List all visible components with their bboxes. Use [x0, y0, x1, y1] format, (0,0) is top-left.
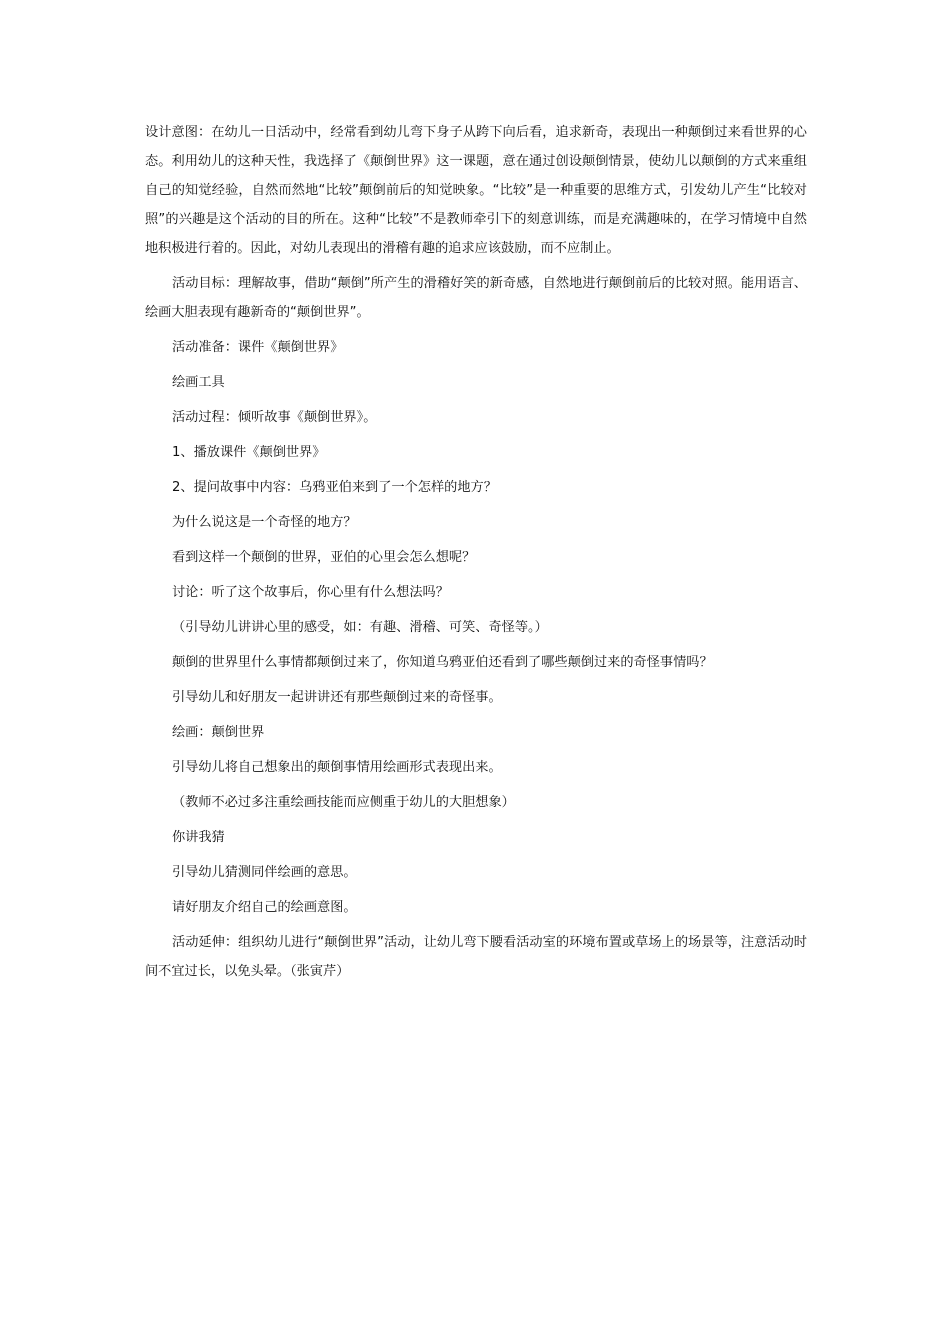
- paragraph-preparation: 活动准备：课件《颠倒世界》: [172, 340, 344, 355]
- paragraph-extension: 活动延伸：组织幼儿进行“颠倒世界”活动，让幼儿弯下腰看活动室的环境布置或草场上的场景等，注意活动时间不宜过长，以免头晕。（张寅芹）: [145, 935, 807, 979]
- paragraph-design-intent: 设计意图：在幼儿一日活动中，经常看到幼儿弯下身子从跨下向后看，追求新奇，表现出一种颠倒过来看世界的心态。利用幼儿的这种天性，我选择了《颠倒世界》这一课题，意在通过创设颠倒情景，使幼儿以颠倒的方式来重组自己的知觉经验，自然而然地“比较”颠倒前后的知觉映象。“比较”是一种重要的思维方式，引发幼儿产生“比较对照”的兴趣是这个活动的目的所在。这种“比较”不是教师牵引下的刻意训练，而是充满趣味的，在学习情境中自然地积极进行着的。因此，对幼儿表现出的滑稽有趣的追求应该鼓励，而不应制止。: [145, 125, 807, 256]
- paragraph-question-upside-down: 颠倒的世界里什么事情都颠倒过来了，你知道乌鸦亚伯还看到了哪些颠倒过来的奇怪事情吗？: [172, 655, 713, 670]
- paragraph-guide-feelings: （引导幼儿讲讲心里的感受，如：有趣、滑稽、可笑、奇怪等。）: [172, 620, 548, 635]
- paragraph-step-1: 1、播放课件《颠倒世界》: [172, 445, 326, 460]
- paragraph-discussion: 讨论：听了这个故事后，你心里有什么想法吗？: [172, 585, 449, 600]
- paragraph-step-2: 2、提问故事中内容：乌鸦亚伯来到了一个怎样的地方？: [172, 480, 497, 495]
- paragraph-activity-goal: 活动目标：理解故事，借助“颠倒”所产生的滑稽好笑的新奇感，自然地进行颠倒前后的比较对照。能用语言、绘画大胆表现有趣新奇的“颠倒世界”。: [145, 276, 807, 320]
- paragraph-guess-title: 你讲我猜: [172, 830, 225, 845]
- paragraph-guide-friends: 引导幼儿和好朋友一起讲讲还有那些颠倒过来的奇怪事。: [172, 690, 502, 705]
- paragraph-question-think: 看到这样一个颠倒的世界，亚伯的心里会怎么想呢？: [172, 550, 476, 565]
- paragraph-teacher-note: （教师不必过多注重绘画技能而应侧重于幼儿的大胆想象）: [172, 795, 515, 810]
- paragraph-drawing-tools: 绘画工具: [172, 375, 225, 390]
- paragraph-guide-drawing: 引导幼儿将自己想象出的颠倒事情用绘画形式表现出来。: [172, 760, 502, 775]
- document-body: [145, 118, 807, 992]
- paragraph-guide-guess: 引导幼儿猜测同伴绘画的意思。: [172, 865, 357, 880]
- paragraph-introduce: 请好朋友介绍自己的绘画意图。: [172, 900, 357, 915]
- paragraph-process: 活动过程：倾听故事《颠倒世界》。: [172, 410, 377, 425]
- paragraph-drawing-title: 绘画：颠倒世界: [172, 725, 265, 740]
- paragraph-question-strange: 为什么说这是一个奇怪的地方？: [172, 515, 357, 530]
